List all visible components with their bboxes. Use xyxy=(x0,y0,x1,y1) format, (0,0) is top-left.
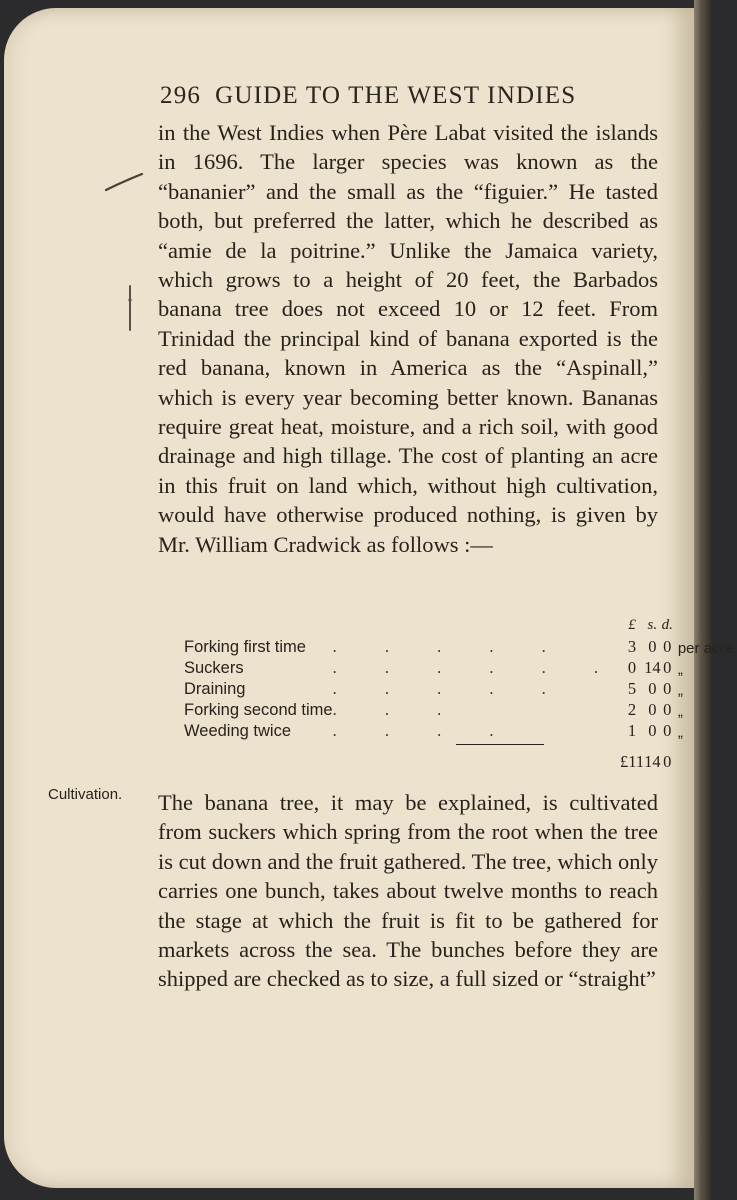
sidenote-cultivation: Cultivation. xyxy=(48,786,123,803)
cost-row xyxy=(184,678,737,699)
cost-pounds: 0 xyxy=(627,658,637,677)
cost-item: Draining xyxy=(184,680,246,698)
cost-pounds: 3 xyxy=(627,637,637,656)
total-shillings: 14 xyxy=(644,752,661,771)
cost-shillings: 0 xyxy=(648,679,657,698)
cost-item: Weeding twice xyxy=(184,722,292,740)
leader-dots: . . . xyxy=(332,700,464,719)
cost-pounds: 5 xyxy=(627,679,637,698)
leader-dots: . . . . . xyxy=(332,679,568,698)
cost-pence: 0 xyxy=(663,658,672,677)
cost-pounds: 2 xyxy=(627,700,637,719)
cost-shillings: 0 xyxy=(648,721,657,740)
cost-pence: 0 xyxy=(663,700,672,719)
cost-note: „ xyxy=(677,682,683,699)
cost-item: Forking second time xyxy=(184,701,333,719)
cost-item: Forking first time xyxy=(184,638,306,656)
leader-dots: . . . . . . xyxy=(332,658,620,677)
cost-shillings: 0 xyxy=(648,700,657,719)
header-shillings: s. xyxy=(647,616,658,633)
cost-row xyxy=(184,699,737,720)
page-number: 296 xyxy=(160,82,202,109)
leader-dots: . . . . xyxy=(332,721,516,740)
header-pence: d. xyxy=(661,616,673,633)
cost-note: per acre. xyxy=(677,640,737,657)
cost-pence: 0 xyxy=(663,721,672,740)
cost-note: „ xyxy=(677,724,683,741)
pencil-bracket-icon xyxy=(122,284,138,332)
cost-pounds: 1 xyxy=(627,721,637,740)
pencil-mark-icon xyxy=(104,170,146,194)
cost-row xyxy=(184,720,737,741)
body-paragraph-1: in the West Indies when Père Labat visited the islands in 1696. The larger species was known as the “bananier” and the small as the “figuier.” He tasted both, but preferred the latter, which he described as “amie de la poitrine.” Unlike the Jamaica variety, which grows to a height of 20 feet, the Barbados banana tree does not exceed 10 or 12 feet. From Trinidad the principal kind of banana exported is the red banana, known in America as the “Aspinall,” which is every year becoming better known. Bananas require great heat, moisture, and a rich soil, with good drainage and high tillage. The cost of planting an acre in this fruit on land which, without high cultivation, would have otherwise produced nothing, is given by Mr. William Cradwick as follows :— xyxy=(158,120,658,557)
cost-item: Suckers xyxy=(184,659,244,677)
total-pounds: £11 xyxy=(619,752,645,771)
running-header xyxy=(160,82,630,116)
cost-row xyxy=(184,657,737,678)
cost-pence: 0 xyxy=(663,637,672,656)
cost-total-row xyxy=(184,741,737,772)
cost-shillings: 0 xyxy=(648,637,657,656)
planting-cost-table xyxy=(184,614,737,772)
cost-note: „ xyxy=(677,661,683,678)
total-pence: 0 xyxy=(663,752,672,771)
running-title: GUIDE TO THE WEST INDIES xyxy=(215,82,577,109)
cost-note: „ xyxy=(677,703,683,720)
cost-row xyxy=(184,636,737,657)
header-pounds: £ xyxy=(628,616,636,633)
cost-table-header xyxy=(184,614,737,636)
total-rule xyxy=(456,744,544,745)
body-paragraph-2: The banana tree, it may be explained, is cultivated from suckers which spring from the root when the tree is cut down and the fruit gathered. The tree, which only carries one bunch, takes about twelve months to reach the stage at which the fruit is fit to be gathered for markets across the sea. The bunches before they are shipped are checked as to size, a full sized or “straight” xyxy=(158,790,658,992)
leader-dots: . . . . . xyxy=(332,637,568,656)
cost-shillings: 14 xyxy=(644,658,661,677)
book-spine-edge xyxy=(694,0,712,1200)
cost-pence: 0 xyxy=(663,679,672,698)
